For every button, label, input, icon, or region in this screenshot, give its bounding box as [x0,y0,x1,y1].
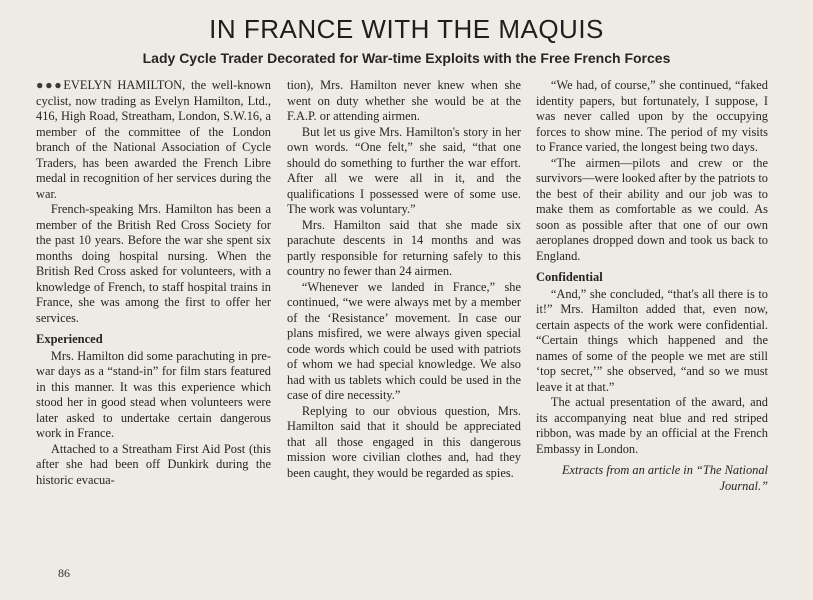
section-heading-confidential: Confidential [536,270,603,284]
subheadline: Lady Cycle Trader Decorated for War-time Exploits with the Free French Forces [142,50,671,66]
paragraph: But let us give Mrs. Hamilton's story in her own words. “One felt,” she said, “that one should do something to further the war effort. After all we were all in it, and the qualifications I possessed were of some use. The work was voluntary.” [287,124,521,216]
paragraph: “Whenever we landed in France,” she continued, “we were always met by a member of the ‘Resistance’ movement. In case our plans misfired, we were always given special code words which could be used with patriots of whom we had special knowledge. We also had with us tablets which could be used in the case of dire necessity.” [287,279,521,402]
section-heading-experienced: Experienced [36,332,103,346]
paragraph: Replying to our obvious question, Mrs. Hamilton said that it should be appreciated that all those engaged in this dangerous mission wore civilian clothes and, had they been caught, they would be regarded as spies. [287,403,521,480]
source-credit: Extracts from an article in “The National Journal.” [561,463,768,493]
headline: IN FRANCE WITH THE MAQUIS [209,14,604,44]
lead-paragraph [36,78,271,202]
paragraph: Mrs. Hamilton did some parachuting in pre-war days as a “stand-in” for film stars featured in this manner. It was this experience which stood her in good stead when volunteers were later asked to undertake certain dangerous work in France. [36,348,271,440]
page-number: 86 [58,566,70,580]
paragraph: The actual presentation of the award, and its accompanying neat blue and red striped ribbon, was made by an official at the French Embassy in London. [536,395,768,456]
paragraph: Attached to a Streatham First Aid Post (this after she had been off Dunkirk during the historic evacua- [36,441,271,487]
lead-text: EVELYN HAMILTON, the well-known cyclist, now trading as Evelyn Hamilton, Ltd., 416, High Road, Streatham, London, S.W.16, a member of the committee of the London branch of the National Association of Cycle Traders, has been awarded the French Libre medal in recognition of her services during the war. [36,78,271,201]
paragraph: “And,” she concluded, “that's all there is to it!” Mrs. Hamilton added that, even now, certain aspects of the work were confidential. “Certain things which happened and the names of some of the people we met are still ‘top secret,’” she observed, “and so we must leave it at that.” [536,286,768,394]
column-2 [287,78,521,481]
paragraph: “We had, of course,” she continued, “faked identity papers, but fortunately, I suppose, I was never called upon by the occupying forces to show mine. The period of my visits to France varied, the longest being two days. [536,78,768,154]
lead-bullet-icon: ●●● [36,78,64,92]
paragraph: French-speaking Mrs. Hamilton has been a member of the British Red Cross Society for the past 10 years. Before the war she spent six months doing hospital nursing. When the British Red Cross asked for volunteers, with a knowledge of French, to staff hospital trains in France, she was among the first to offer her services. [36,202,271,325]
paragraph: “The airmen—pilots and crew or the survivors—were looked after by the patriots to the best of their ability and our job was to make them as comfortable as we could. As soon as possible after that one of our own aeroplanes dropped down and took us back to England. [536,155,768,263]
paragraph-continued: tion), Mrs. Hamilton never knew when she went on duty whether she would be at the F.A.P. or attending airmen. [287,78,521,123]
paragraph: Mrs. Hamilton said that she made six parachute descents in 14 months and was partly responsible for returning safely to this country no fewer than 24 airmen. [287,217,521,278]
column-3 [536,78,768,494]
column-1 [36,78,271,488]
